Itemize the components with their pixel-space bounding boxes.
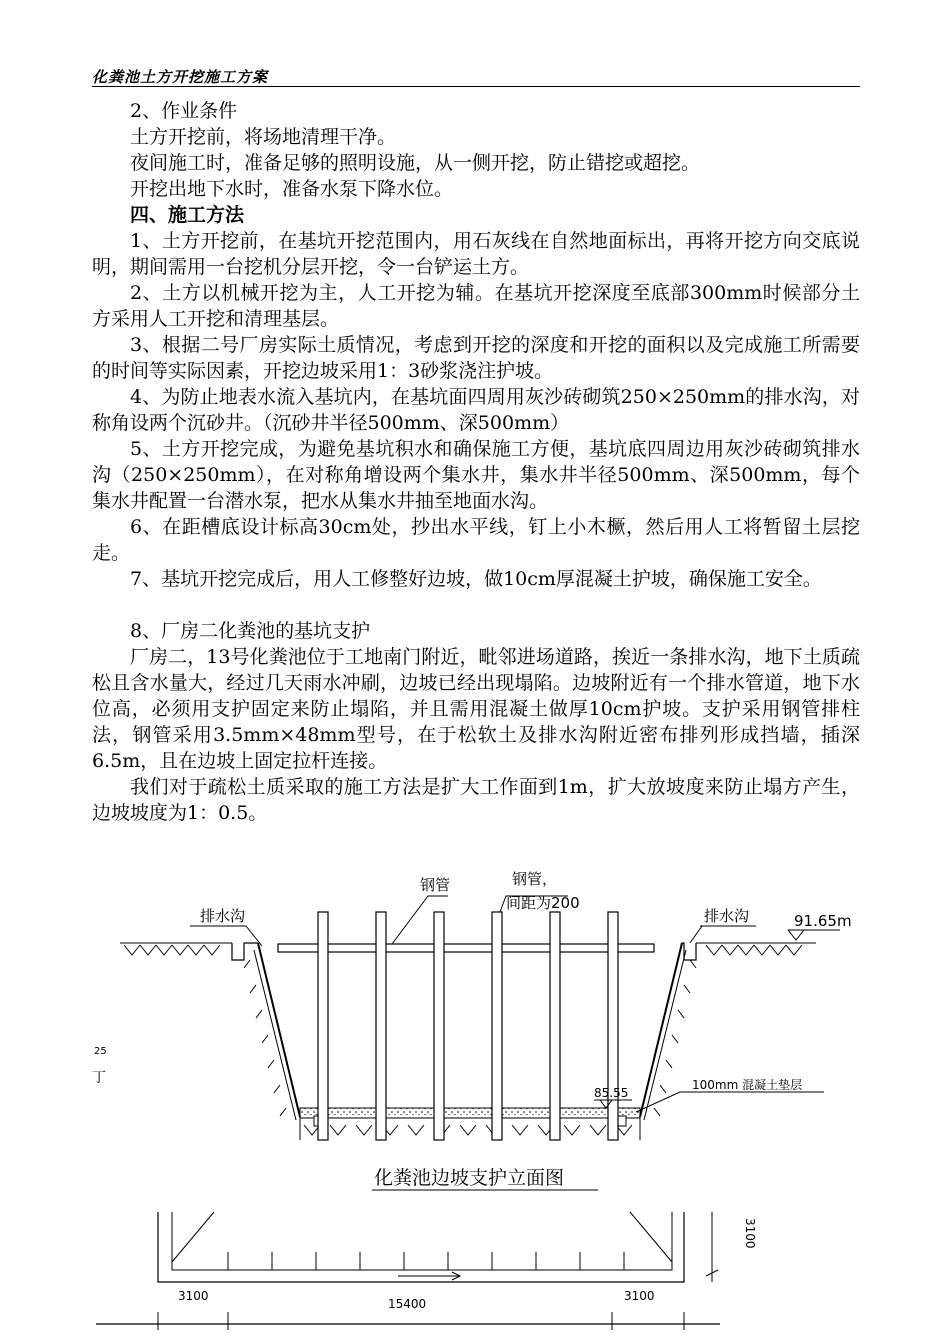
steel-pipe-4 [492,912,502,1140]
label-steel-pipe-spacing-line1: 钢管， [512,870,558,888]
plan-label-height: 3100 [743,1218,757,1249]
plan-label-right-width: 3100 [624,1289,655,1303]
steel-pipe-3 [434,912,444,1140]
paragraph: 2、土方以机械开挖为主，人工开挖为辅。在基坑开挖深度至底部300mm时候部分土方采用人工开挖和清理基层。 [92,282,860,330]
paragraph-work-conditions-heading: 2、作业条件 [130,100,238,122]
label-steel-pipe-spacing-line2: 间距为200 [506,894,580,912]
document-header-title: 化粪池土方开挖施工方案 [92,68,269,86]
paragraph: 我们对于疏松土质采取的施工方法是扩大工作面到1m，扩大放坡度来防止塌方产生，边坡坡度为1：0.5。 [92,776,860,824]
ground-surface-right [696,943,816,955]
slope-left [244,943,300,1120]
paragraph: 3、根据二号厂房实际土质情况，考虑到开挖的深度和开挖的面积以及完成施工所需要的时间等实际因素，开挖边坡采用1：3砂浆浇注护坡。 [92,334,860,382]
ground-surface-left [120,943,232,955]
steel-pipe-horizontal [278,944,654,952]
paragraph: 1、土方开挖前，在基坑开挖范围内，用石灰线在自然地面标出，再将开挖方向交底说明，期间需用一台挖机分层开挖，令一台铲运土方。 [92,230,860,278]
label-concrete-layer: 100mm 混凝土垫层 [692,1078,803,1092]
label-drain-right: 排水沟 [704,907,750,925]
paragraph: 5、土方开挖完成，为避免基坑积水和确保施工方便，基坑底四周边用灰沙砖砌筑排水沟（250×250mm），在对称角增设两个集水井，集水井半径500mm、深500mm，每个集水井配置一台潜水泵，把水从集水井抽至地面水沟。 [92,438,860,512]
paragraph: 开挖出地下水时，准备水泵下降水位。 [130,178,454,200]
paragraph: 6、在距槽底设计标高30cm处，抄出水平线，钉上小木橛，然后用人工将暂留土层挖走。 [92,516,860,564]
label-margin-fragment-1: 25 [94,1046,107,1057]
steel-pipe-2 [376,912,386,1140]
steel-pipe-6 [608,912,618,1140]
label-margin-fragment-2: 丁 [92,1070,106,1086]
label-drain-left: 排水沟 [200,907,246,925]
steel-pipe-1 [318,912,328,1140]
paragraph: 土方开挖前，将场地清理干净。 [130,126,397,148]
slope-right [640,943,696,1120]
paragraph: 4、为防止地表水流入基坑内，在基坑面四周用灰沙砖砌筑250×250mm的排水沟，对称角设两个沉砂井。（沉砂井半径500mm、深500mm） [92,386,860,434]
steel-pipe-5 [550,912,560,1140]
label-elevation-bottom: 85.55 [594,1086,629,1100]
plan-label-total-width: 15400 [388,1297,427,1311]
paragraph: 厂房二，13号化粪池位于工地南门附近，毗邻进场道路，挨近一条排水沟，地下土质疏松且含水量大，经过几天雨水冲刷，边坡已经出现塌陷。边坡附近有一个排水管道，地下水位高，必须用支护固定来防止塌陷，并且需用混凝土做厚10cm护坡。支护采用钢管排柱法，钢管采用3.5mm×48mm型号，在于松软土及排水沟附近密布排列形成挡墙，插深6.5m，且在边坡上固定拉杆连接。 [92,646,860,772]
plan-label-left-width: 3100 [178,1289,209,1303]
paragraph: 夜间施工时，准备足够的照明设施，从一侧开挖，防止错挖或超挖。 [130,152,701,174]
section-heading-construction-method: 四、施工方法 [130,204,245,226]
plan-view [96,1212,720,1330]
paragraph: 7、基坑开挖完成后，用人工修整好边坡，做10cm厚混凝土护坡，确保施工安全。 [130,568,822,590]
pit-bottom [300,1108,640,1140]
label-elevation-top: 91.65m [794,912,852,930]
diagram-title: 化粪池边坡支护立面图 [374,1167,565,1189]
label-steel-pipe: 钢管 [420,876,451,894]
paragraph-support-heading: 8、厂房二化粪池的基坑支护 [130,620,371,642]
